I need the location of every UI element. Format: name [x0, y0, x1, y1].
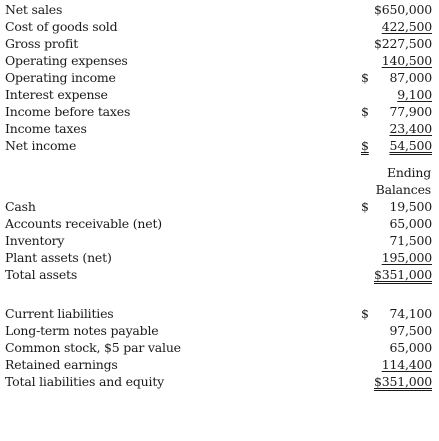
- bs-row-total-liabilities-equity: [0, 373, 439, 390]
- row-amount: 87,000: [389, 70, 432, 85]
- is-row-gross-profit: [0, 35, 439, 52]
- row-label: Total assets: [5, 267, 78, 282]
- bs-row-plant-assets: [0, 249, 439, 266]
- bs-row-accounts-receivable: [0, 215, 439, 232]
- row-amount: 71,500: [389, 233, 432, 248]
- row-amount: $227,500: [373, 36, 432, 51]
- row-amount: 97,500: [389, 323, 432, 338]
- row-amount: 23,400: [389, 121, 432, 136]
- dollar-sign: $: [361, 104, 369, 119]
- bs-row-cash: [0, 198, 439, 215]
- bs-row-long-term-notes: [0, 322, 439, 339]
- row-amount: $351,000: [373, 267, 432, 282]
- row-amount: 65,000: [389, 340, 432, 355]
- row-amount: 114,400: [381, 357, 432, 372]
- is-row-net-income: [0, 137, 439, 154]
- bs-row-retained-earnings: [0, 356, 439, 373]
- row-amount: 54,500: [389, 138, 432, 153]
- row-label: Cost of goods sold: [5, 19, 118, 34]
- bs-row-total-assets: [0, 266, 439, 283]
- row-amount: 77,900: [389, 104, 432, 119]
- is-row-cogs: [0, 18, 439, 35]
- bs-row-current-liabilities: [0, 305, 439, 322]
- is-row-income-taxes: [0, 120, 439, 137]
- row-amount: 422,500: [381, 19, 432, 34]
- row-label: Gross profit: [5, 36, 79, 51]
- row-label: Interest expense: [5, 87, 108, 102]
- row-amount: 65,000: [389, 216, 432, 231]
- row-label: Common stock, $5 par value: [5, 340, 181, 355]
- dollar-sign: $: [361, 138, 369, 153]
- bs-row-inventory: [0, 232, 439, 249]
- row-amount: 195,000: [381, 250, 432, 265]
- row-label: Operating income: [5, 70, 116, 85]
- row-label: Operating expenses: [5, 53, 128, 68]
- row-label: Income before taxes: [5, 104, 131, 119]
- row-label: Cash: [5, 199, 36, 214]
- is-row-operating-income: [0, 69, 439, 86]
- row-label: Accounts receivable (net): [5, 216, 162, 231]
- row-amount: 140,500: [381, 53, 432, 68]
- row-label: Retained earnings: [5, 357, 118, 372]
- bs-row-common-stock: [0, 339, 439, 356]
- is-row-operating-expenses: [0, 52, 439, 69]
- row-label: Plant assets (net): [5, 250, 112, 265]
- dollar-sign: $: [361, 199, 369, 214]
- row-amount: 19,500: [389, 199, 432, 214]
- is-row-net-sales: [0, 1, 439, 18]
- is-row-income-before-taxes: [0, 103, 439, 120]
- is-row-interest-expense: [0, 86, 439, 103]
- row-label: Income taxes: [5, 121, 87, 136]
- row-label: Net income: [5, 138, 77, 153]
- row-label: Total liabilities and equity: [5, 374, 164, 389]
- column-header-ending: Ending: [386, 165, 431, 180]
- dollar-sign: $: [361, 70, 369, 85]
- dollar-sign: $: [361, 306, 369, 321]
- column-header-balances: Balances: [375, 182, 431, 197]
- row-amount: $650,000: [373, 2, 432, 17]
- row-label: Current liabilities: [5, 306, 114, 321]
- row-amount: 74,100: [389, 306, 432, 321]
- row-amount: $351,000: [373, 374, 432, 389]
- row-label: Long-term notes payable: [5, 323, 159, 338]
- row-amount: 9,100: [397, 87, 432, 102]
- row-label: Inventory: [5, 233, 65, 248]
- row-label: Net sales: [5, 2, 63, 17]
